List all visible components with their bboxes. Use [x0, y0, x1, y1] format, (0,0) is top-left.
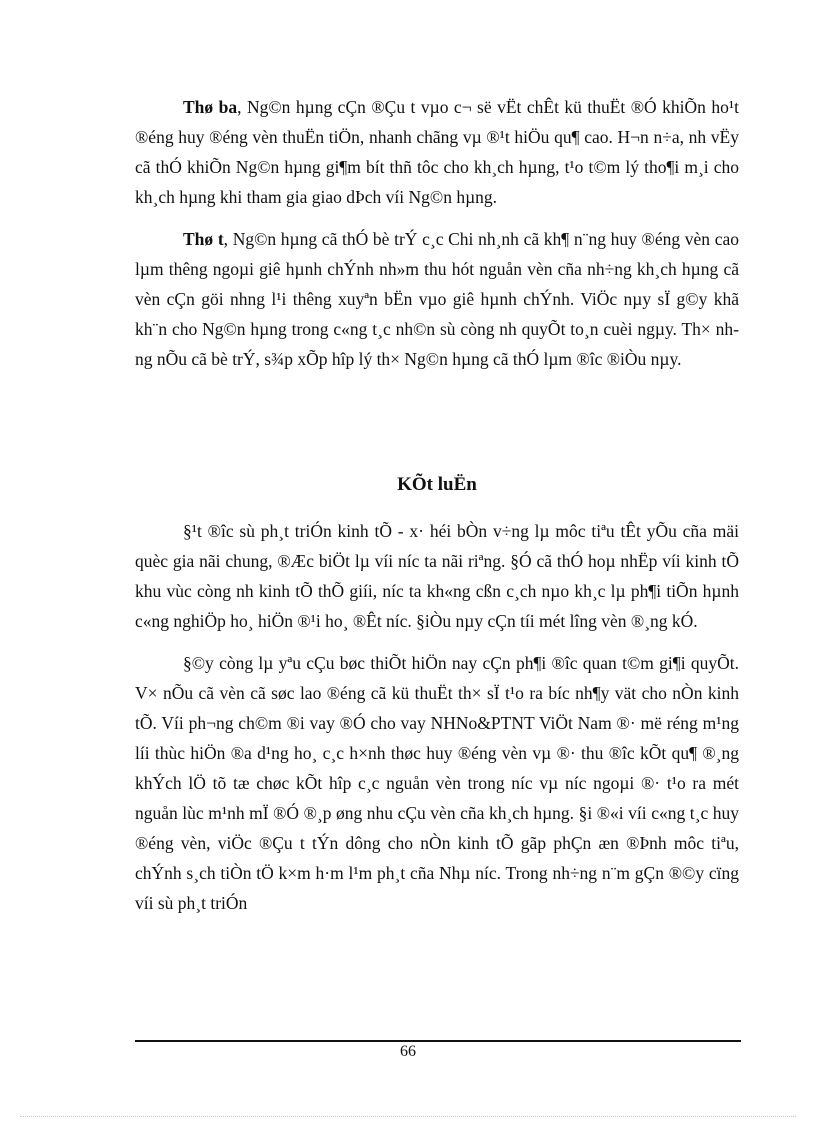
- paragraph-third-text: , Ng©n hµng cÇn ®Çu t vµo c¬ së vËt chÊt kü thuËt ®Ó khiÕn ho¹t ®éng huy ®éng vèn thuËn tiÖn, nhanh chãng vµ ®¹t hiÖu qu¶ cao. H¬n n÷a, nh vËy cã thÓ khiÕn Ng©n hµng gi¶m bít thñ tôc cho kh¸ch hµng, t¹o t©m lý tho¶i m¸i cho kh¸ch hµng khi tham gia giao dÞch víi Ng©n hµng.: [135, 97, 740, 207]
- section-title-conclusion: KÕt luËn: [397, 474, 477, 495]
- lead-term-third: Thø ba: [183, 97, 238, 117]
- page-number: 66: [400, 1043, 416, 1060]
- conclusion-paragraph-2: §©y còng lµ yªu cÇu bøc thiÕt hiÖn nay cÇn ph¶i ®îc quan t©m gi¶i quyÕt. V× nÕu cã vèn cã søc lao ®éng cã kü thuËt th× sÏ t¹o ra bíc nh¶y vät cho nÒn kinh tÕ. Víi ph¬ng ch©m ®i vay ®Ó cho vay NHNo&PTNT ViÖt Nam ®· më réng m¹ng líi thùc hiÖn ®a d¹ng ho¸ c¸c h×nh thøc huy ®éng vèn vµ ®· thu ®îc kÕt qu¶ ®¸ng khÝch lÖ tõ tæ chøc kÕt hîp c¸c nguån vèn trong níc vµ níc ngoµi ®· t¹o ra mét nguån lùc m¹nh mÏ ®Ó ®¸p øng nhu cÇu vèn cña kh¸ch hµng. §i ®«i víi c«ng t¸c huy ®éng vèn, viÖc ®Çu t tÝn dông cho nÒn kinh tÕ gãp phÇn æn ®Þnh môc tiªu, chÝnh s¸ch tiÒn tÖ k×m h·m l¹m ph¸t cña Nhµ níc. Trong nh÷ng n¨m gÇn ®©y cïng víi sù ph¸t triÓn: [135, 653, 739, 913]
- lead-term-fourth: Thø t: [183, 229, 224, 249]
- page-content: [135, 92, 739, 930]
- conclusion-paragraph-1: §¹t ®îc sù ph¸t triÓn kinh tÕ - x· héi bÒn v÷ng lµ môc tiªu tÊt yÕu cña mäi quèc gia nãi chung, ®Æc biÖt lµ víi níc ta nãi riªng. §Ó cã thÓ hoµ nhËp víi kinh tÕ khu vùc còng nh kinh tÕ thÕ giíi, níc ta kh«ng cßn c¸ch nµo kh¸c lµ ph¶i tiÕn hµnh c«ng nghiÖp ho¸ hiÖn ®¹i ho¸ ®Êt níc. §iÒu nµy cÇn tíi mét lîng vèn ®¸ng kÓ.: [135, 521, 739, 631]
- paragraph-fourth: [135, 224, 739, 374]
- paragraph-fourth-text: , Ng©n hµng cã thÓ bè trÝ c¸c Chi nh¸nh cã kh¶ n¨ng huy ®éng vèn cao lµm thêng ngoµi giê hµnh chÝnh nh»m thu hót nguån vèn cña nh÷ng kh¸ch hµng cã vèn cÇn göi nhng l¹i thêng xuyªn bËn vµo giê hµnh chÝnh. ViÖc nµy sÏ g©y khã kh¨n cho Ng©n hµng trong c«ng t¸c nh©n sù còng nh quyÕt to¸n cuèi ngµy. Th× nhng nÕu cã bè trÝ, s¾p xÕp hîp lý th× Ng©n hµng cã thÓ lµm ®îc ®iÒu nµy.: [135, 229, 740, 369]
- page-bottom-dotted-border: [20, 1116, 796, 1117]
- paragraph-third: [135, 92, 739, 212]
